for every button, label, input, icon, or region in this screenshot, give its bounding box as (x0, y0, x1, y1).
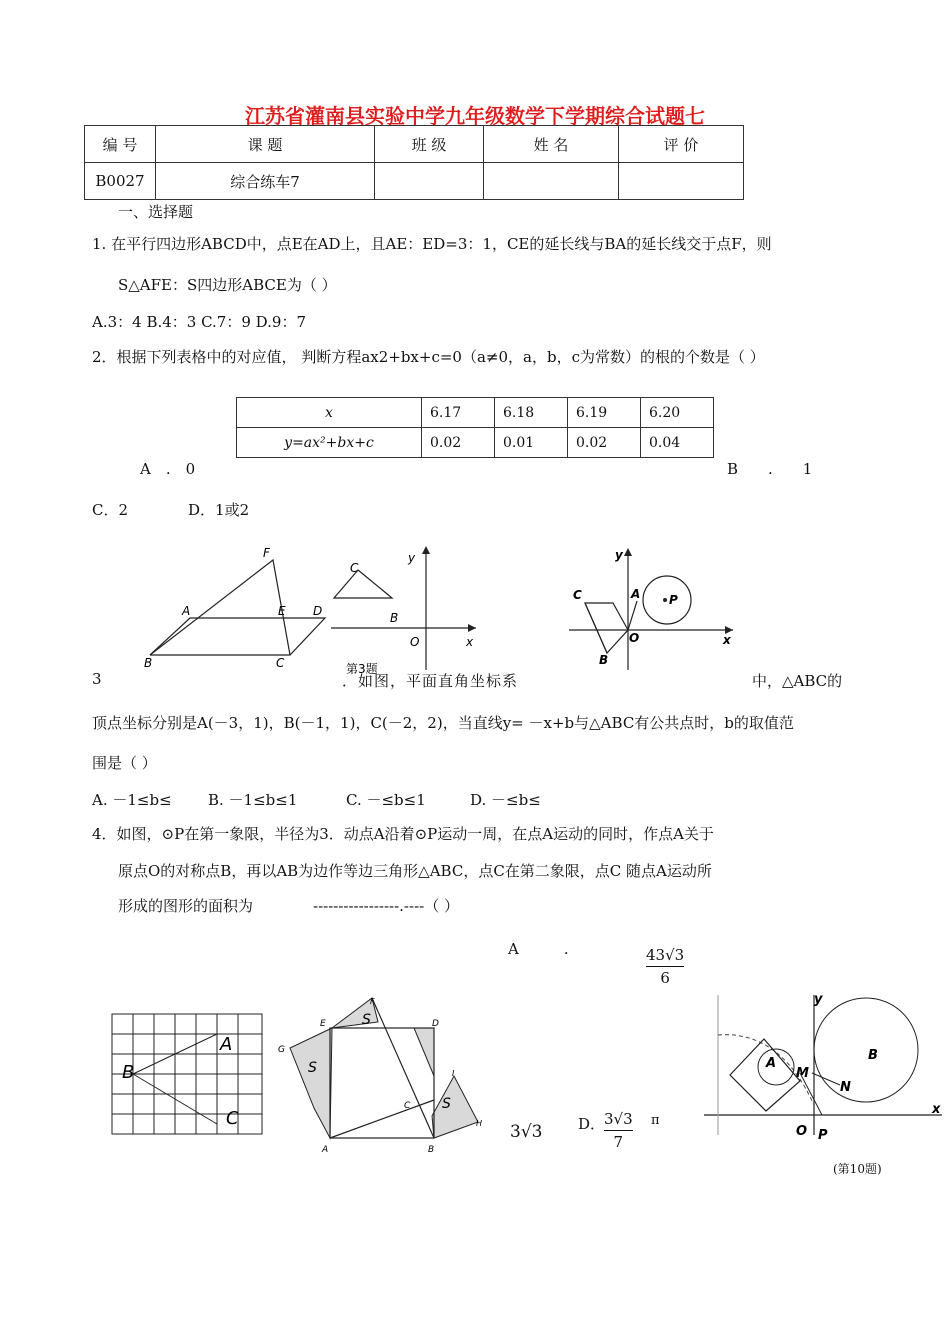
q2-text: 2．根据下列表格中的对应值， 判断方程ax2+bx+c=0（a≠0，a，b，c为常数）的根的个数是（ ） (92, 348, 765, 366)
sq-label-s1: S (362, 1012, 371, 1028)
q4-fraction-a-denominator: 6 (646, 966, 684, 989)
q4-line1: 4．如图，⊙P在第一象限，半径为3．动点A沿着⊙P运动一周，在点A运动的同时，作点A关于 (92, 825, 714, 843)
label-d: D (313, 604, 323, 618)
q3-option-c: C. －≤b≤1 (346, 791, 426, 809)
q4-pi: π (651, 1113, 660, 1128)
q2-x-3: 6.19 (568, 398, 641, 428)
q4-label-b: B (599, 653, 609, 667)
q3-line3: 围是（ ） (92, 754, 157, 772)
sq-label-a: A (322, 1145, 329, 1155)
sq-label-i: I (452, 1069, 455, 1078)
q2-y-1: 0.02 (422, 428, 495, 458)
q2-y-4: 0.04 (641, 428, 714, 458)
q4-line2: 原点O的对称点B，再以AB为边作等边三角形△ABC，点C在第二象限，点C 随点A运动所 (118, 862, 712, 880)
q2-x-2: 6.18 (495, 398, 568, 428)
sq-label-e: E (320, 1019, 326, 1029)
c-label-n: N (840, 1080, 851, 1095)
q2-value-table (236, 397, 714, 458)
cell-topic: 综合练车7 (156, 163, 375, 200)
info-table (84, 125, 744, 200)
q4-option-d: D． (578, 1115, 606, 1133)
grid-label-b: B (122, 1062, 135, 1083)
squares-figure (274, 990, 494, 1160)
q4-fraction-d-denominator: 7 (604, 1130, 633, 1153)
q4-fraction-a-numerator: 43√3 (646, 946, 685, 964)
q2-y-2: 0.01 (495, 428, 568, 458)
q2-x-4: 6.20 (641, 398, 714, 428)
figure-caption-q10: (第10题) (833, 1162, 882, 1176)
q2-option-b: B . 1 (727, 460, 813, 478)
q4-label-x: x (723, 633, 731, 647)
sq-label-h: H (476, 1119, 483, 1128)
c-label-x: x (932, 1102, 941, 1117)
label-f: F (263, 546, 270, 560)
cell-rating (619, 163, 744, 200)
header-rating: 评 价 (619, 126, 744, 163)
q2-options-cd: C．2 D．1或2 (92, 501, 250, 519)
sq-label-c: C (404, 1101, 411, 1111)
q3-line2: 顶点坐标分别是A(－3，1)，B(－1，1)，C(－2，2)，当直线y= －x+b与△ABC有公共点时，b的取值范 (92, 714, 794, 732)
c-label-y: y (814, 992, 823, 1007)
label-e: E (278, 604, 286, 618)
q3-label-x: x (466, 635, 474, 649)
c-label-a: A (766, 1056, 777, 1071)
q3-text-right: 中，△ABC的 (752, 672, 843, 690)
q4-option-a: A . (508, 940, 569, 958)
q2-y-3: 0.02 (568, 428, 641, 458)
q4-option-c: 3√3 (510, 1122, 543, 1142)
q3-label-b: B (390, 611, 399, 625)
c-label-o: O (796, 1124, 808, 1139)
q4-label-a: A (631, 587, 641, 601)
q3-caption: 第3题 (346, 662, 378, 675)
label-a: A (182, 604, 191, 618)
sq-label-d: D (432, 1019, 439, 1029)
header-class: 班 级 (375, 126, 484, 163)
c-label-p: P (818, 1128, 828, 1143)
q3-option-d: D. －≤b≤ (470, 791, 541, 809)
q4-fraction-d (604, 1108, 633, 1153)
q2-y-header: y=ax²+bx+c (237, 428, 422, 458)
q2-x-1: 6.17 (422, 398, 495, 428)
label-b: B (144, 656, 153, 670)
page-title: 江苏省灌南县实验中学九年级数学下学期综合试题七 (245, 104, 705, 128)
grid-label-a: A (220, 1034, 233, 1055)
q3-option-b: B. －1≤b≤1 (208, 791, 298, 809)
q4-fraction-a (646, 944, 684, 989)
q1-options: A.3：4 B.4：3 C.7：9 D.9：7 (92, 313, 307, 331)
q3-number: 3 (92, 670, 102, 688)
q1-line2: S△AFE：S四边形ABCE为（ ） (118, 276, 337, 294)
q3-label-y: y (408, 551, 416, 565)
cell-number: B0027 (85, 163, 156, 200)
q1-line1: 1. 在平行四边形ABCD中，点E在AD上，且AE：ED=3：1，CE的延长线与BA的延长线交于点F，则 (92, 235, 772, 253)
q4-line3: 形成的图形的面积为 -----------------.----（ ） (118, 897, 459, 915)
q2-option-a: A . 0 (140, 460, 196, 478)
circles-figure (700, 985, 948, 1145)
q3-figure (326, 540, 486, 675)
q4-label-o: O (629, 631, 640, 645)
q4-figure (565, 545, 740, 675)
c-label-m: M (796, 1066, 809, 1081)
q3-text-mid: ．如图，平面直角坐标系 (342, 672, 519, 690)
cell-name (484, 163, 619, 200)
cell-class (375, 163, 484, 200)
header-topic: 课 题 (156, 126, 375, 163)
parallelogram-figure (140, 540, 330, 670)
q3-option-a: A. －1≤b≤ (92, 791, 172, 809)
q4-fraction-d-numerator: 3√3 (604, 1110, 633, 1128)
sq-label-g: G (278, 1045, 285, 1055)
q4-label-p: P (669, 593, 678, 607)
label-c: C (276, 656, 285, 670)
section-heading: 一、选择题 (118, 203, 194, 221)
sq-label-s3: S (442, 1096, 451, 1112)
header-number: 编 号 (85, 126, 156, 163)
sq-label-f: F (370, 997, 375, 1006)
grid-label-c: C (226, 1108, 239, 1129)
c-label-b: B (868, 1048, 878, 1063)
q3-label-o: O (410, 635, 420, 649)
q4-label-c: C (573, 588, 582, 602)
header-name: 姓 名 (484, 126, 619, 163)
sq-label-s2: S (308, 1060, 317, 1076)
grid-figure (108, 1010, 268, 1140)
q4-label-y: y (615, 548, 623, 562)
q2-x-header: x (237, 398, 422, 428)
sq-label-b: B (428, 1145, 435, 1155)
q3-label-c: C (350, 561, 359, 575)
